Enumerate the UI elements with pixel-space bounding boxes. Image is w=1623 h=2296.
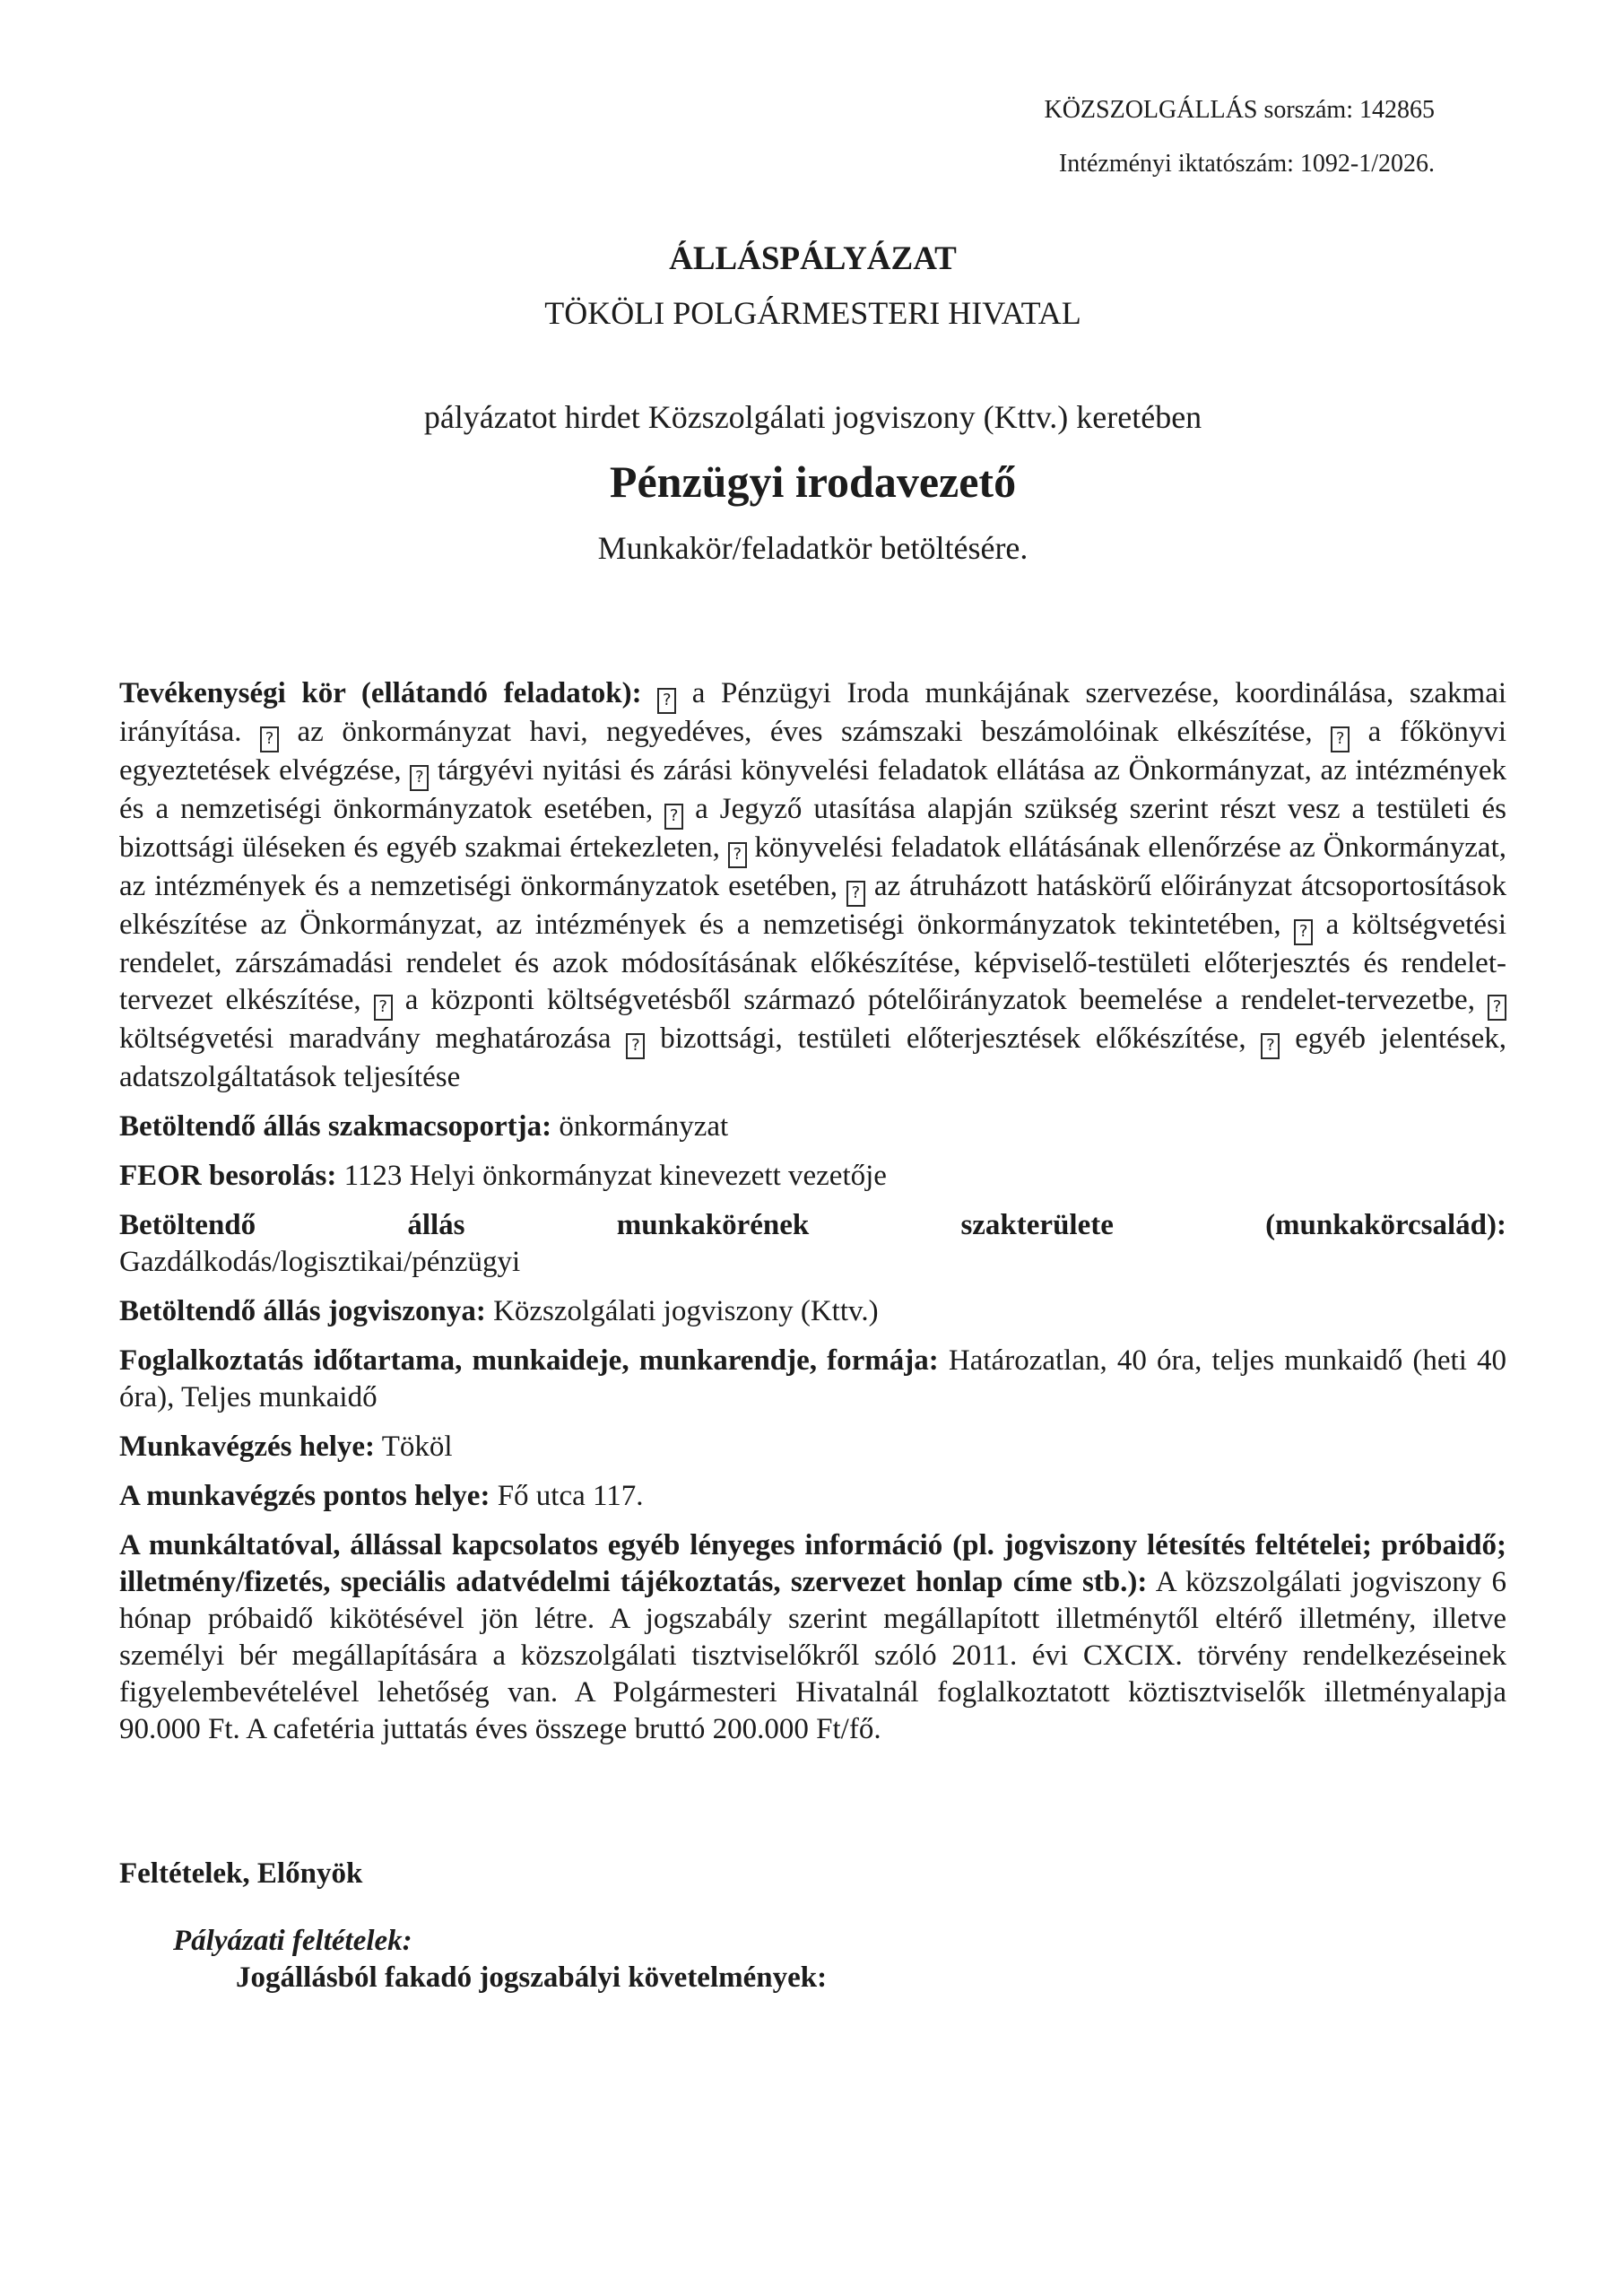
field-foglalkoztatas-value: Határozatlan, 40 óra, teljes munkaidő (heti 40 óra), Teljes munkaidő	[119, 1344, 1507, 1413]
missing-glyph-box: ?	[1294, 919, 1313, 945]
missing-glyph-box: ?	[1488, 995, 1506, 1021]
title-block	[119, 239, 1506, 568]
missing-glyph-box: ?	[260, 726, 279, 752]
field-egyeb-informacio-value: A közszolgálati jogviszony 6 hónap próbaidő kikötésével jön létre. A jogszabály szerint megállapított illetménytől eltérő illetmény, illetve személyi bér megállapítására a közszolgálati tisztviselőkről szóló 2011. évi CXCIX. törvény rendelkezéseinek figyelembevételével lehetőség van. A Polgármesteri Hivatalnál foglalkoztatott köztisztviselők illetményalapja 90.000 Ft. A cafetéria juttatás éves összege bruttó 200.000 Ft/fő.	[119, 1566, 1506, 1745]
missing-glyph-box: ?	[664, 804, 683, 830]
field-szakmacsoport	[119, 1109, 1506, 1145]
field-feor-label: FEOR besorolás:	[119, 1160, 337, 1192]
missing-glyph-box: ?	[410, 765, 429, 791]
field-pontos-hely-label: A munkavégzés pontos helye:	[119, 1480, 490, 1512]
field-feor-value: 1123 Helyi önkormányzat kinevezett vezetője	[336, 1160, 887, 1192]
jogallas-kovetelmenyek-label: Jogállásból fakadó jogszabályi követelmények:	[236, 1961, 828, 1994]
position-subtitle: Munkakör/feladatkör betöltésére.	[597, 530, 1028, 566]
duties-label: Tevékenységi kör (ellátandó feladatok):	[119, 677, 642, 709]
conditions-section	[119, 1856, 1506, 1996]
missing-glyph-box: ?	[1331, 726, 1350, 752]
field-pontos-hely	[119, 1478, 1506, 1515]
announcement-line: pályázatot hirdet Közszolgálati jogviszony (Kttv.) keretében	[423, 399, 1202, 435]
palyazati-feltetelek-label: Pályázati feltételek:	[173, 1925, 412, 1957]
duties-text: ? a Pénzügyi Iroda munkájának szervezése, koordinálása, szakmai irányítása. ? az önkormányzat havi, negyedéves, éves számszaki beszámolóinak elkészítése, ? a főkönyvi egyeztetések elvégzése, ? tárgyévi nyitási és zárási könyvelési feladatok ellátása az Önkormányzat, az intézmények és a nemzetiségi önkormányzatok esetében, ? a Jegyző utasítása alapján szükség szerint részt vesz a testületi és bizottsági üléseken és egyéb szakmai értekezleten, ? könyvelési feladatok ellátásának ellenőrzése az Önkormányzat, az intézmények és a nemzetiségi önkormányzatok esetében, ? az átruházott hatáskörű előirányzat átcsoportosítások elkészítése az Önkormányzat, az intézmények és a nemzetiségi önkormányzatok tekintetében, ? a költségvetési rendelet, zárszámadási rendelet és azok módosításának előkészítése, képviselő-testületi előterjesztés és rendelet-tervezet elkészítése, ? a központi költségvetésből származó pótelőirányzatok beemelése a rendelet-tervezetbe, ? költségvetési maradvány meghatározása ? bizottsági, testületi előterjesztések előkészítése, ? egyéb jelentések, adatszolgáltatások teljesítése	[119, 677, 1507, 1093]
missing-glyph-box: ?	[728, 842, 747, 868]
field-jogviszony	[119, 1293, 1506, 1330]
field-szakterulet	[119, 1207, 1506, 1281]
field-szakmacsoport-label: Betöltendő állás szakmacsoportja:	[119, 1110, 552, 1143]
field-egyeb-informacio	[119, 1527, 1506, 1748]
field-jogviszony-label: Betöltendő állás jogviszonya:	[119, 1295, 486, 1327]
field-foglalkoztatas-label: Foglalkoztatás időtartama, munkaideje, munkarendje, formája:	[119, 1344, 939, 1377]
kozszolgallas-serial-number: KÖZSZOLGÁLLÁS sorszám: 142865	[1044, 96, 1435, 124]
organization-name: TÖKÖLI POLGÁRMESTERI HIVATAL	[544, 295, 1081, 331]
field-pontos-hely-value: Fő utca 117.	[490, 1480, 644, 1512]
missing-glyph-box: ?	[374, 995, 393, 1021]
duties-paragraph	[119, 675, 1506, 1096]
document-header	[119, 94, 1506, 180]
field-egyeb-informacio-label: A munkáltatóval, állással kapcsolatos egyéb lényeges információ (pl. jogviszony létesítés feltételei; próbaidő; illetmény/fizetés, speciális adatvédelmi tájékoztatás, szervezet honlap címe stb.):	[119, 1529, 1506, 1598]
institution-registry-number: Intézményi iktatószám: 1092-1/2026.	[1058, 150, 1435, 178]
missing-glyph-box: ?	[657, 688, 676, 714]
document-body	[119, 675, 1506, 1748]
position-title: Pénzügyi irodavezető	[609, 457, 1017, 507]
field-munkavegzes-helye	[119, 1429, 1506, 1465]
field-szakterulet-value: Gazdálkodás/logisztikai/pénzügyi	[119, 1246, 521, 1278]
field-foglalkoztatas	[119, 1343, 1506, 1416]
conditions-heading: Feltételek, Előnyök	[119, 1857, 363, 1890]
missing-glyph-box: ?	[626, 1033, 645, 1059]
field-szakterulet-label: Betöltendő állás munkakörének szakterülete (munkakörcsalád):	[119, 1209, 1506, 1241]
missing-glyph-box: ?	[846, 881, 865, 907]
field-munkavegzes-helye-value: Tököl	[375, 1431, 453, 1463]
field-szakmacsoport-value: önkormányzat	[551, 1110, 729, 1143]
document-title: ÁLLÁSPÁLYÁZAT	[669, 240, 957, 277]
field-munkavegzes-helye-label: Munkavégzés helye:	[119, 1431, 376, 1463]
field-jogviszony-value: Közszolgálati jogviszony (Kttv.)	[485, 1295, 879, 1327]
field-feor	[119, 1158, 1506, 1195]
missing-glyph-box: ?	[1261, 1033, 1280, 1059]
